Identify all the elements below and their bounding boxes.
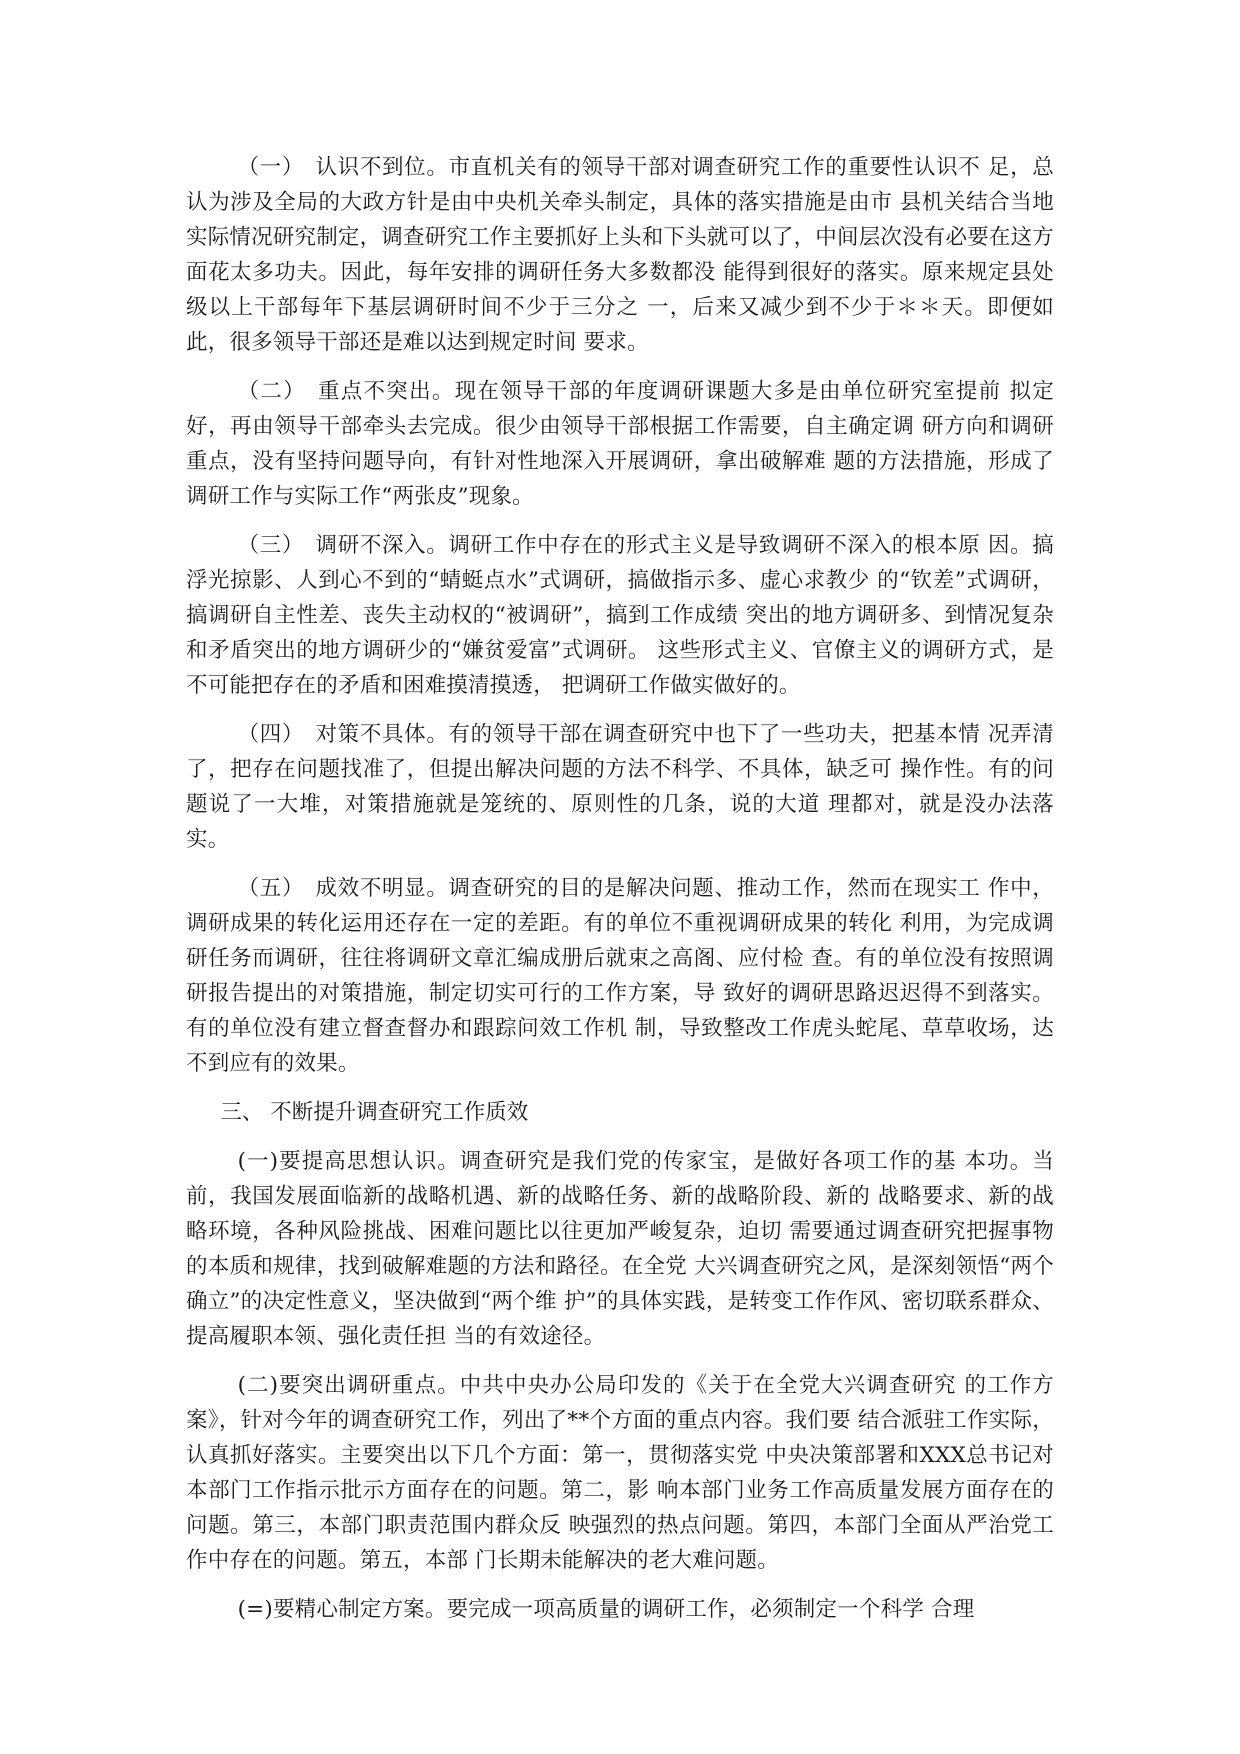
paragraph-4: （四） 对策不具体。有的领导干部在调查研究中也下了一些功夫，把基本情 况弄清了，把存在问题找准了，但提出解决问题的方法不科学、不具体，缺乏可 操作性。有的问题说了一大堆，对策措施就是笼统的、原则性的几条，说的大道 理都对，就是没办法落实。	[186, 722, 1054, 852]
paragraph-8: (=)要精心制定方案。要完成一项高质量的调研工作，必须制定一个科学 合理	[237, 1597, 975, 1622]
paragraph-7: (二)要突出调研重点。中共中央办公局印发的《关于在全党大兴调查研究 的工作方案》，针对今年的调查研究工作，列出了**个方面的重点内容。我们要 结合派驻工作实际，认真抓好落实。主要突出以下几个方面：第一，贯彻落实党 中央决策部署和XXX总书记对本部门工作指示批示方面存在的问题。第二，影 响本部门业务工作高质量发展方面存在的问题。第三，本部门职责范围内群众反 映强烈的热点问题。第四，本部门全面从严治党工作中存在的问题。第五，本部 门长期未能解决的老大难问题。	[186, 1373, 1054, 1573]
section-heading-3: 三、 不断提升调查研究工作质效	[220, 1100, 529, 1125]
document-body	[186, 150, 1054, 1641]
paragraph-6: (一)要提高思想认识。调查研究是我们党的传家宝，是做好各项工作的基 本功。当前，我国发展面临新的战略机遇、新的战略任务、新的战略阶段、新的 战略要求、新的战略环境，各种风险挑战、困难问题比以往更加严峻复杂，迫切 需要通过调查研究把握事物的本质和规律，找到破解难题的方法和路径。在全党 大兴调查研究之风，是深刻领悟“两个确立”的决定性意义，坚决做到“两个维 护”的具体实践，是转变工作作风、密切联系群众、提高履职本领、强化责任担 当的有效途径。	[186, 1149, 1054, 1349]
paragraph-5: （五） 成效不明显。调查研究的目的是解决问题、推动工作，然而在现实工 作中，调研成果的转化运用还存在一定的差距。有的单位不重视调研成果的转化 利用，为完成调研任务而调研，往往将调研文章汇编成册后就束之高阁、应付检 查。有的单位没有按照调研报告提出的对策措施，制定切实可行的工作方案，导 致好的调研思路迟迟得不到落实。有的单位没有建立督查督办和跟踪问效工作机 制，导致整改工作虎头蛇尾、草草收场，达不到应有的效果。	[186, 876, 1054, 1076]
paragraph-2: （二） 重点不突出。现在领导干部的年度调研课题大多是由单位研究室提前 拟定好，再由领导干部牵头去完成。很少由领导干部根据工作需要，自主确定调 研方向和调研重点，没有坚持问题导向，有针对性地深入开展调研，拿出破解难 题的方法措施，形成了调研工作与实际工作“两张皮”现象。	[186, 379, 1054, 509]
paragraph-1: （一） 认识不到位。市直机关有的领导干部对调查研究工作的重要性认识不 足，总认为涉及全局的大政方针是由中央机关牵头制定，具体的落实措施是由市 县机关结合当地实际情况研究制定，调查研究工作主要抓好上头和下头就可以了，中间层次没有必要在这方面花太多功夫。因此，每年安排的调研任务大多数都没 能得到很好的落实。原来规定县处级以上干部每年下基层调研时间不少于三分之 一，后来又减少到不少于＊＊天。即便如此，很多领导干部还是难以达到规定时间 要求。	[186, 155, 1055, 355]
paragraph-3: （三） 调研不深入。调研工作中存在的形式主义是导致调研不深入的根本原 因。搞浮光掠影、人到心不到的“蜻蜓点水”式调研，搞做指示多、虚心求教少 的“钦差”式调研，搞调研自主性差、丧失主动权的“被调研”，搞到工作成绩 突出的地方调研多、到情况复杂和矛盾突出的地方调研少的“嫌贫爱富”式调研。 这些形式主义、官僚主义的调研方式，是不可能把存在的矛盾和困难摸清摸透， 把调研工作做实做好的。	[186, 533, 1054, 698]
